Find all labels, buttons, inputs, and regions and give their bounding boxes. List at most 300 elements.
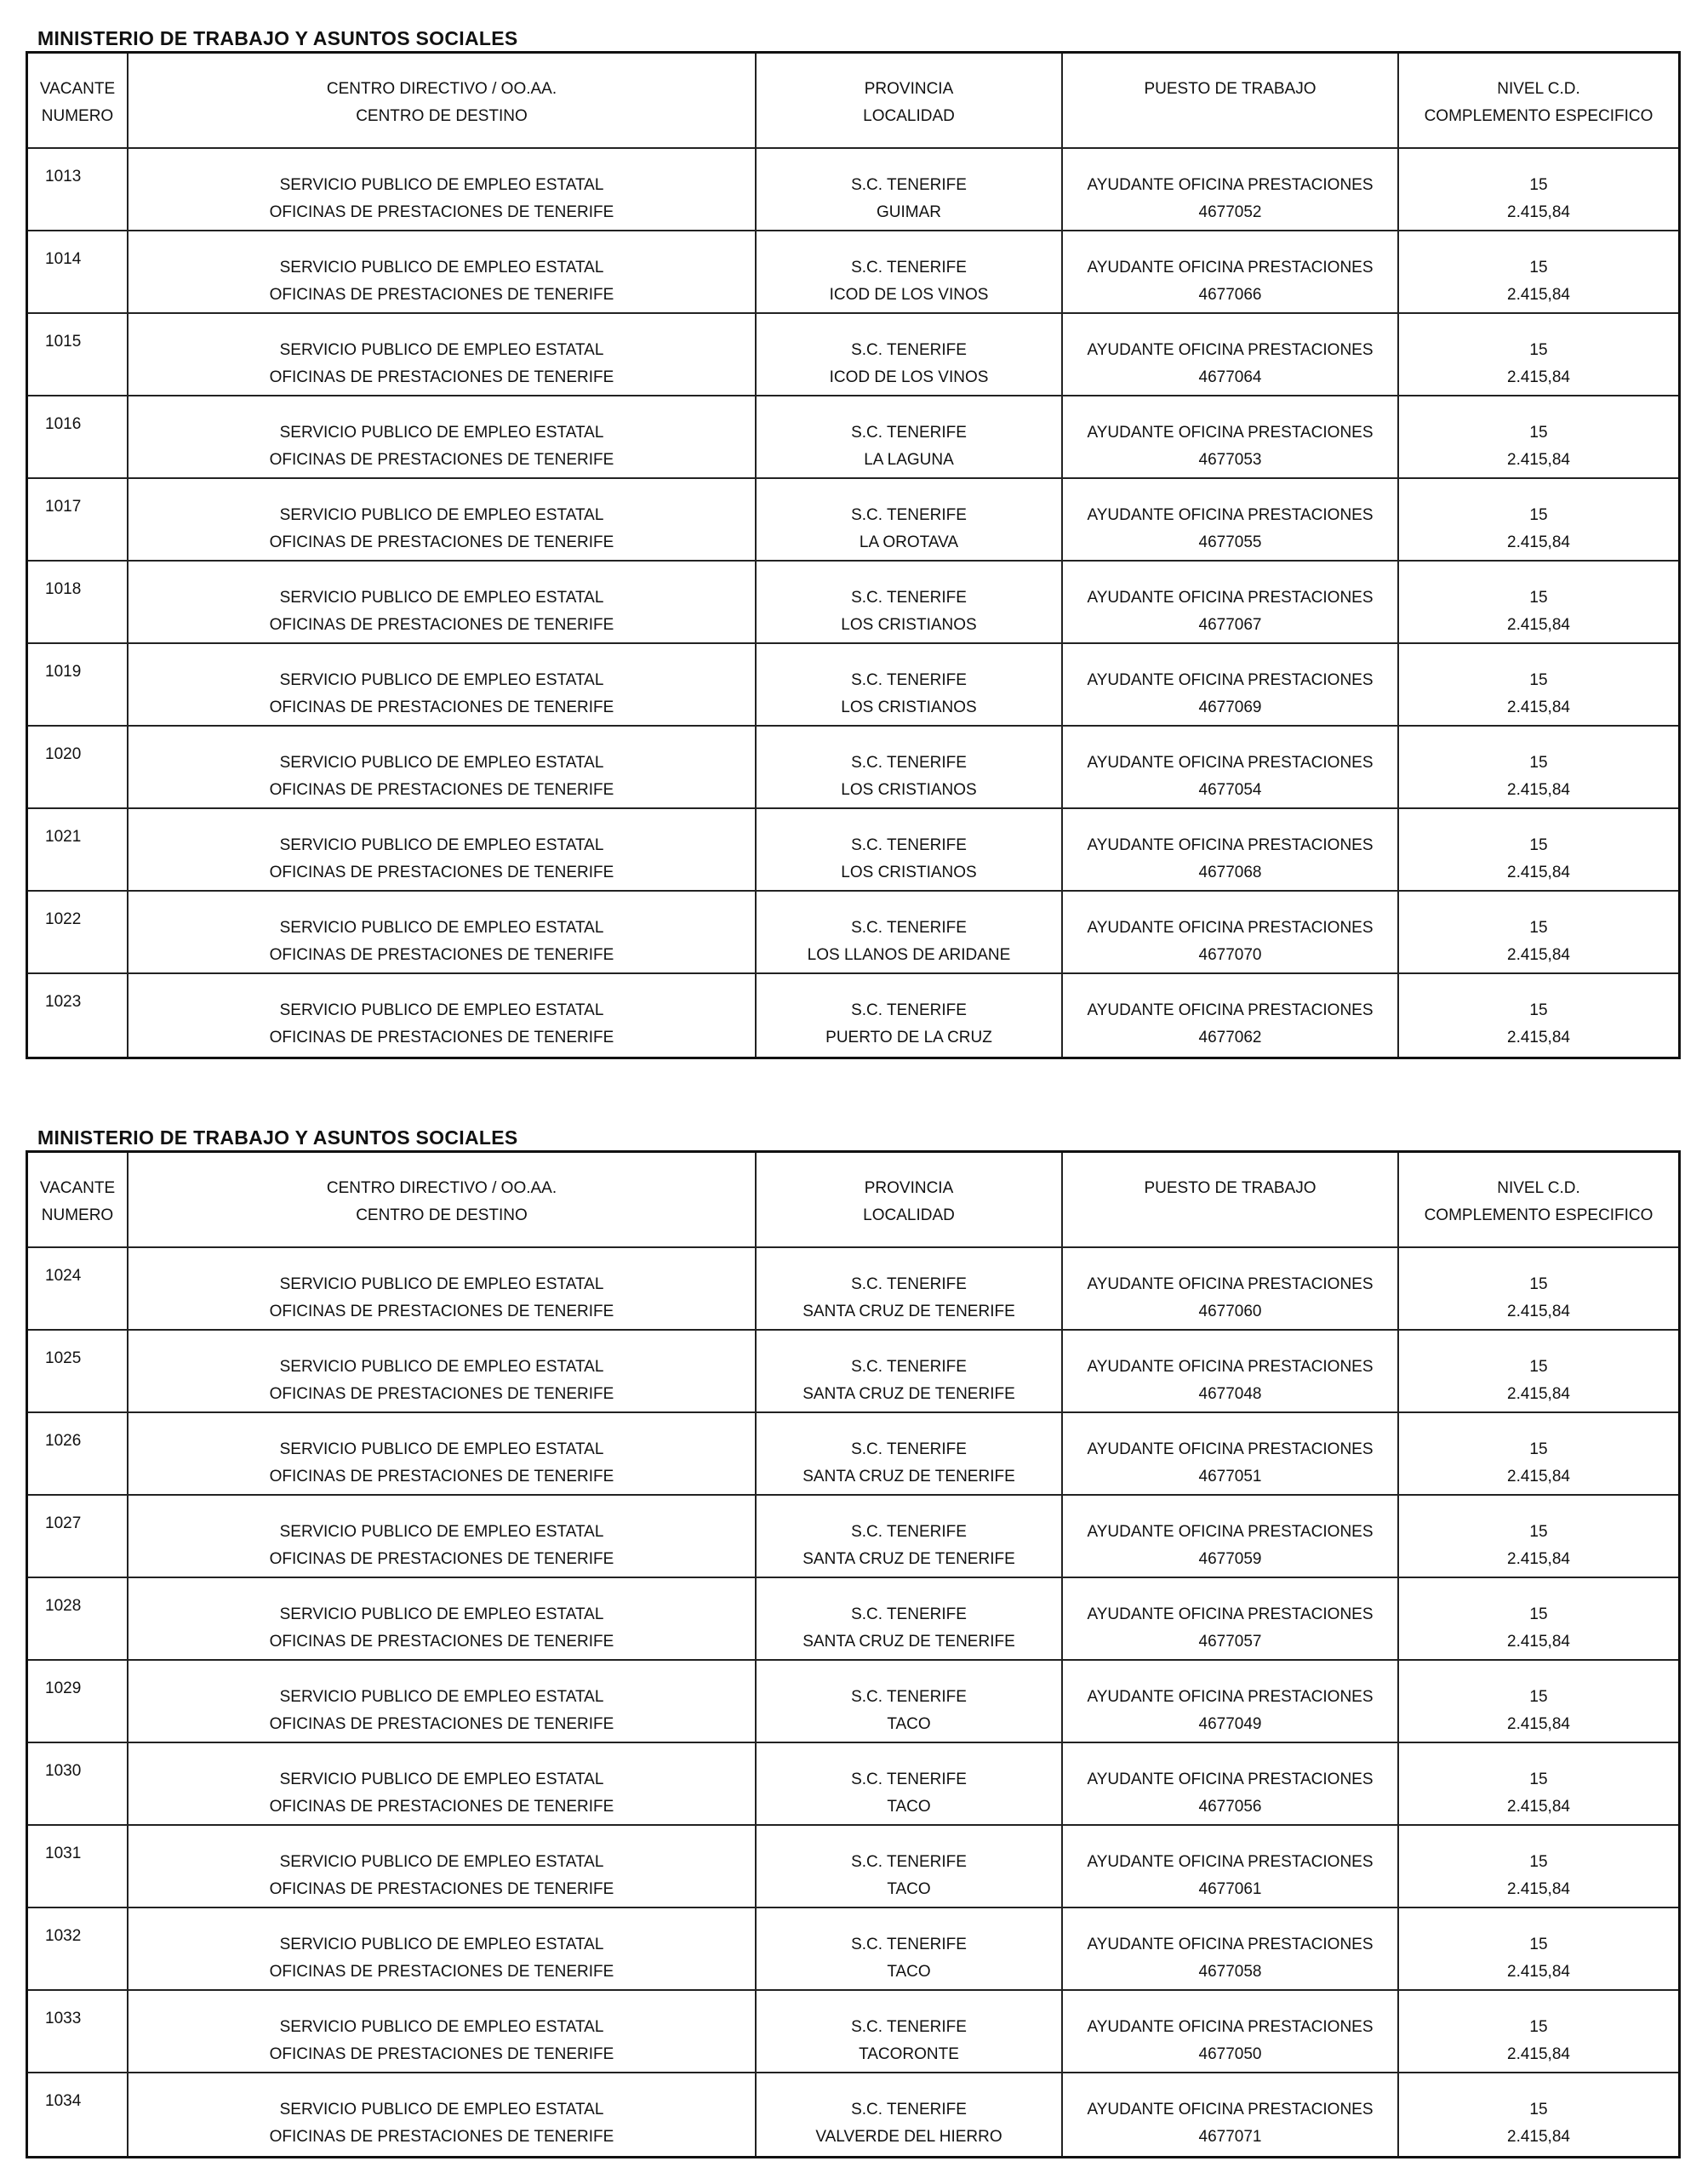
ministry-title: MINISTERIO DE TRABAJO Y ASUNTOS SOCIALES	[37, 27, 518, 49]
cell-puesto: AYUDANTE OFICINA PRESTACIONES	[1087, 2018, 1374, 2036]
cell-puesto-trabajo	[1063, 809, 1399, 890]
cell-puesto: AYUDANTE OFICINA PRESTACIONES	[1087, 1771, 1374, 1788]
cell-vacante-numero	[28, 1661, 129, 1742]
cell-centro1: SERVICIO PUBLICO DE EMPLEO ESTATAL	[279, 341, 604, 359]
cell-centro1: SERVICIO PUBLICO DE EMPLEO ESTATAL	[279, 1358, 604, 1376]
cell-complemento: 2.415,84	[1507, 864, 1570, 881]
table-header-row	[28, 1153, 1678, 1248]
header-col-nivel-complemento	[1399, 54, 1678, 147]
header-label: PROVINCIA	[864, 80, 954, 98]
cell-centro-destino	[129, 727, 757, 807]
cell-codigo: 4677068	[1198, 864, 1262, 881]
cell-puesto: AYUDANTE OFICINA PRESTACIONES	[1087, 1523, 1374, 1541]
cell-puesto-trabajo	[1063, 892, 1399, 972]
header-label: VACANTE	[39, 1179, 116, 1197]
cell-numero: 1024	[45, 1267, 82, 1285]
cell-centro-destino	[129, 809, 757, 890]
cell-localidad: SANTA CRUZ DE TENERIFE	[802, 1550, 1015, 1568]
header-label: CENTRO DIRECTIVO / OO.AA.	[326, 1179, 557, 1197]
cell-vacante-numero	[28, 231, 129, 312]
table-row	[28, 892, 1678, 974]
cell-provincia: S.C. TENERIFE	[851, 2101, 967, 2118]
cell-centro2: OFICINAS DE PRESTACIONES DE TENERIFE	[269, 2045, 614, 2063]
header-col-puesto-trabajo	[1063, 1153, 1399, 1246]
cell-localidad: SANTA CRUZ DE TENERIFE	[802, 1303, 1015, 1320]
cell-provincia-localidad	[757, 314, 1063, 395]
cell-puesto: AYUDANTE OFICINA PRESTACIONES	[1087, 1440, 1374, 1458]
cell-centro2: OFICINAS DE PRESTACIONES DE TENERIFE	[269, 699, 614, 716]
cell-puesto-trabajo	[1063, 562, 1399, 642]
cell-nivel: 15	[1529, 589, 1548, 607]
cell-centro2: OFICINAS DE PRESTACIONES DE TENERIFE	[269, 864, 614, 881]
cell-centro2: OFICINAS DE PRESTACIONES DE TENERIFE	[269, 533, 614, 551]
cell-nivel-complemento	[1399, 1908, 1678, 1989]
table-row	[28, 809, 1678, 892]
cell-numero: 1020	[45, 745, 82, 763]
cell-puesto-trabajo	[1063, 1991, 1399, 2072]
cell-provincia: S.C. TENERIFE	[851, 1001, 967, 1019]
table-row	[28, 974, 1678, 1057]
cell-centro2: OFICINAS DE PRESTACIONES DE TENERIFE	[269, 1468, 614, 1485]
cell-centro1: SERVICIO PUBLICO DE EMPLEO ESTATAL	[279, 506, 604, 524]
cell-vacante-numero	[28, 2073, 129, 2156]
cell-centro1: SERVICIO PUBLICO DE EMPLEO ESTATAL	[279, 1275, 604, 1293]
cell-provincia: S.C. TENERIFE	[851, 919, 967, 937]
cell-vacante-numero	[28, 1331, 129, 1411]
cell-localidad: VALVERDE DEL HIERRO	[815, 2128, 1002, 2146]
cell-puesto-trabajo	[1063, 1826, 1399, 1907]
cell-provincia-localidad	[757, 644, 1063, 725]
cell-nivel: 15	[1529, 1771, 1548, 1788]
cell-puesto-trabajo	[1063, 1413, 1399, 1494]
vacancy-table	[26, 1150, 1681, 2158]
cell-vacante-numero	[28, 479, 129, 560]
cell-nivel: 15	[1529, 2018, 1548, 2036]
cell-nivel-complemento	[1399, 314, 1678, 395]
cell-localidad: TACO	[887, 1963, 931, 1981]
cell-centro-destino	[129, 1496, 757, 1577]
cell-nivel: 15	[1529, 341, 1548, 359]
cell-complemento: 2.415,84	[1507, 781, 1570, 799]
cell-centro2: OFICINAS DE PRESTACIONES DE TENERIFE	[269, 286, 614, 304]
cell-centro2: OFICINAS DE PRESTACIONES DE TENERIFE	[269, 781, 614, 799]
table-row	[28, 2073, 1678, 2156]
table-row	[28, 396, 1678, 479]
cell-puesto: AYUDANTE OFICINA PRESTACIONES	[1087, 424, 1374, 442]
cell-complemento: 2.415,84	[1507, 203, 1570, 221]
cell-complemento: 2.415,84	[1507, 533, 1570, 551]
cell-centro-destino	[129, 1331, 757, 1411]
cell-centro2: OFICINAS DE PRESTACIONES DE TENERIFE	[269, 1029, 614, 1046]
cell-centro-destino	[129, 149, 757, 230]
cell-centro-destino	[129, 314, 757, 395]
cell-provincia-localidad	[757, 1413, 1063, 1494]
cell-localidad: TACO	[887, 1798, 931, 1816]
table-row	[28, 231, 1678, 314]
cell-nivel: 15	[1529, 2101, 1548, 2118]
cell-codigo: 4677062	[1198, 1029, 1262, 1046]
cell-complemento: 2.415,84	[1507, 1633, 1570, 1651]
cell-localidad: LA OROTAVA	[859, 533, 959, 551]
cell-numero: 1016	[45, 415, 82, 433]
cell-provincia: S.C. TENERIFE	[851, 671, 967, 689]
cell-nivel-complemento	[1399, 1496, 1678, 1577]
cell-puesto-trabajo	[1063, 479, 1399, 560]
cell-nivel-complemento	[1399, 809, 1678, 890]
cell-centro1: SERVICIO PUBLICO DE EMPLEO ESTATAL	[279, 589, 604, 607]
cell-numero: 1018	[45, 580, 82, 598]
ministry-title: MINISTERIO DE TRABAJO Y ASUNTOS SOCIALES	[37, 1126, 518, 1149]
cell-codigo: 4677070	[1198, 946, 1262, 964]
cell-provincia: S.C. TENERIFE	[851, 1936, 967, 1953]
table-row	[28, 644, 1678, 727]
cell-puesto-trabajo	[1063, 231, 1399, 312]
header-label: NUMERO	[41, 107, 114, 125]
cell-provincia-localidad	[757, 231, 1063, 312]
cell-numero: 1027	[45, 1514, 82, 1532]
cell-localidad: LOS CRISTIANOS	[841, 781, 977, 799]
cell-centro1: SERVICIO PUBLICO DE EMPLEO ESTATAL	[279, 424, 604, 442]
cell-puesto-trabajo	[1063, 1578, 1399, 1659]
cell-nivel: 15	[1529, 1523, 1548, 1541]
cell-centro1: SERVICIO PUBLICO DE EMPLEO ESTATAL	[279, 2018, 604, 2036]
cell-numero: 1029	[45, 1679, 82, 1697]
cell-vacante-numero	[28, 562, 129, 642]
cell-numero: 1031	[45, 1845, 82, 1862]
cell-centro-destino	[129, 1661, 757, 1742]
cell-provincia-localidad	[757, 809, 1063, 890]
header-label: VACANTE	[39, 80, 116, 98]
cell-centro1: SERVICIO PUBLICO DE EMPLEO ESTATAL	[279, 1936, 604, 1953]
cell-puesto: AYUDANTE OFICINA PRESTACIONES	[1087, 2101, 1374, 2118]
cell-puesto-trabajo	[1063, 974, 1399, 1057]
cell-localidad: LOS CRISTIANOS	[841, 864, 977, 881]
cell-nivel-complemento	[1399, 479, 1678, 560]
cell-codigo: 4677071	[1198, 2128, 1262, 2146]
cell-centro-destino	[129, 1413, 757, 1494]
cell-puesto-trabajo	[1063, 1248, 1399, 1329]
cell-nivel-complemento	[1399, 1826, 1678, 1907]
cell-localidad: ICOD DE LOS VINOS	[829, 286, 989, 304]
cell-puesto: AYUDANTE OFICINA PRESTACIONES	[1087, 1275, 1374, 1293]
header-label: PUESTO DE TRABAJO	[1144, 80, 1316, 98]
cell-nivel: 15	[1529, 919, 1548, 937]
table-row	[28, 1331, 1678, 1413]
cell-codigo: 4677052	[1198, 203, 1262, 221]
vacancy-table	[26, 51, 1681, 1059]
cell-centro2: OFICINAS DE PRESTACIONES DE TENERIFE	[269, 368, 614, 386]
cell-centro1: SERVICIO PUBLICO DE EMPLEO ESTATAL	[279, 1523, 604, 1541]
cell-centro1: SERVICIO PUBLICO DE EMPLEO ESTATAL	[279, 754, 604, 772]
cell-puesto: AYUDANTE OFICINA PRESTACIONES	[1087, 341, 1374, 359]
cell-localidad: TACO	[887, 1715, 931, 1733]
cell-centro-destino	[129, 1248, 757, 1329]
cell-numero: 1030	[45, 1762, 82, 1780]
table-row	[28, 314, 1678, 396]
cell-provincia-localidad	[757, 1248, 1063, 1329]
cell-vacante-numero	[28, 149, 129, 230]
cell-centro-destino	[129, 562, 757, 642]
cell-numero: 1028	[45, 1597, 82, 1615]
cell-codigo: 4677059	[1198, 1550, 1262, 1568]
cell-provincia: S.C. TENERIFE	[851, 1358, 967, 1376]
cell-localidad: SANTA CRUZ DE TENERIFE	[802, 1633, 1015, 1651]
cell-nivel-complemento	[1399, 892, 1678, 972]
cell-centro2: OFICINAS DE PRESTACIONES DE TENERIFE	[269, 1633, 614, 1651]
cell-centro1: SERVICIO PUBLICO DE EMPLEO ESTATAL	[279, 176, 604, 194]
cell-provincia-localidad	[757, 892, 1063, 972]
cell-puesto: AYUDANTE OFICINA PRESTACIONES	[1087, 259, 1374, 277]
cell-vacante-numero	[28, 809, 129, 890]
cell-provincia: S.C. TENERIFE	[851, 259, 967, 277]
cell-nivel-complemento	[1399, 231, 1678, 312]
cell-nivel-complemento	[1399, 644, 1678, 725]
cell-complemento: 2.415,84	[1507, 1468, 1570, 1485]
cell-vacante-numero	[28, 1248, 129, 1329]
cell-numero: 1032	[45, 1927, 82, 1945]
cell-provincia-localidad	[757, 727, 1063, 807]
cell-provincia: S.C. TENERIFE	[851, 754, 967, 772]
cell-numero: 1033	[45, 2010, 82, 2027]
header-label: CENTRO DE DESTINO	[356, 1206, 528, 1224]
cell-vacante-numero	[28, 974, 129, 1057]
header-label: CENTRO DE DESTINO	[356, 107, 528, 125]
cell-complemento: 2.415,84	[1507, 1029, 1570, 1046]
header-label: PUESTO DE TRABAJO	[1144, 1179, 1316, 1197]
cell-provincia-localidad	[757, 974, 1063, 1057]
table-row	[28, 1743, 1678, 1826]
cell-localidad: ICOD DE LOS VINOS	[829, 368, 989, 386]
cell-provincia: S.C. TENERIFE	[851, 1275, 967, 1293]
cell-complemento: 2.415,84	[1507, 2045, 1570, 2063]
cell-vacante-numero	[28, 727, 129, 807]
cell-provincia: S.C. TENERIFE	[851, 176, 967, 194]
cell-vacante-numero	[28, 892, 129, 972]
table-row	[28, 727, 1678, 809]
cell-puesto: AYUDANTE OFICINA PRESTACIONES	[1087, 1358, 1374, 1376]
cell-centro2: OFICINAS DE PRESTACIONES DE TENERIFE	[269, 2128, 614, 2146]
cell-complemento: 2.415,84	[1507, 616, 1570, 634]
cell-provincia-localidad	[757, 1826, 1063, 1907]
cell-complemento: 2.415,84	[1507, 1880, 1570, 1898]
cell-codigo: 4677055	[1198, 533, 1262, 551]
cell-provincia-localidad	[757, 1496, 1063, 1577]
header-label: LOCALIDAD	[863, 1206, 955, 1224]
cell-localidad: PUERTO DE LA CRUZ	[825, 1029, 992, 1046]
cell-centro2: OFICINAS DE PRESTACIONES DE TENERIFE	[269, 1963, 614, 1981]
cell-centro-destino	[129, 1991, 757, 2072]
cell-localidad: SANTA CRUZ DE TENERIFE	[802, 1468, 1015, 1485]
cell-vacante-numero	[28, 1826, 129, 1907]
cell-vacante-numero	[28, 1496, 129, 1577]
cell-centro1: SERVICIO PUBLICO DE EMPLEO ESTATAL	[279, 671, 604, 689]
table-row	[28, 1908, 1678, 1991]
cell-localidad: GUIMAR	[877, 203, 941, 221]
cell-vacante-numero	[28, 314, 129, 395]
cell-puesto-trabajo	[1063, 396, 1399, 477]
cell-provincia-localidad	[757, 1578, 1063, 1659]
cell-codigo: 4677054	[1198, 781, 1262, 799]
cell-provincia-localidad	[757, 2073, 1063, 2156]
cell-centro1: SERVICIO PUBLICO DE EMPLEO ESTATAL	[279, 1440, 604, 1458]
cell-complemento: 2.415,84	[1507, 1798, 1570, 1816]
cell-provincia-localidad	[757, 1743, 1063, 1824]
cell-codigo: 4677050	[1198, 2045, 1262, 2063]
header-col-vacante-numero	[28, 1153, 129, 1246]
cell-numero: 1019	[45, 663, 82, 681]
cell-centro2: OFICINAS DE PRESTACIONES DE TENERIFE	[269, 1798, 614, 1816]
cell-numero: 1013	[45, 168, 82, 185]
cell-numero: 1014	[45, 250, 82, 268]
header-col-provincia-localidad	[757, 54, 1063, 147]
cell-complemento: 2.415,84	[1507, 1550, 1570, 1568]
cell-nivel-complemento	[1399, 562, 1678, 642]
cell-numero: 1026	[45, 1432, 82, 1450]
cell-complemento: 2.415,84	[1507, 1963, 1570, 1981]
cell-nivel: 15	[1529, 1688, 1548, 1706]
cell-centro-destino	[129, 1743, 757, 1824]
cell-puesto-trabajo	[1063, 644, 1399, 725]
cell-complemento: 2.415,84	[1507, 1385, 1570, 1403]
table-header-row	[28, 54, 1678, 149]
cell-nivel-complemento	[1399, 1248, 1678, 1329]
cell-centro1: SERVICIO PUBLICO DE EMPLEO ESTATAL	[279, 2101, 604, 2118]
cell-centro1: SERVICIO PUBLICO DE EMPLEO ESTATAL	[279, 836, 604, 854]
cell-nivel: 15	[1529, 754, 1548, 772]
cell-codigo: 4677064	[1198, 368, 1262, 386]
cell-nivel-complemento	[1399, 1743, 1678, 1824]
vacancy-section	[26, 26, 1681, 1059]
cell-nivel: 15	[1529, 836, 1548, 854]
header-col-vacante-numero	[28, 54, 129, 147]
table-row	[28, 1248, 1678, 1331]
cell-centro2: OFICINAS DE PRESTACIONES DE TENERIFE	[269, 1715, 614, 1733]
table-row	[28, 1413, 1678, 1496]
cell-provincia: S.C. TENERIFE	[851, 1523, 967, 1541]
cell-centro-destino	[129, 2073, 757, 2156]
cell-centro-destino	[129, 479, 757, 560]
cell-complemento: 2.415,84	[1507, 286, 1570, 304]
cell-centro-destino	[129, 1908, 757, 1989]
cell-centro-destino	[129, 231, 757, 312]
cell-provincia-localidad	[757, 1908, 1063, 1989]
header-label: COMPLEMENTO ESPECIFICO	[1424, 1206, 1653, 1224]
cell-provincia-localidad	[757, 149, 1063, 230]
cell-codigo: 4677060	[1198, 1303, 1262, 1320]
cell-puesto: AYUDANTE OFICINA PRESTACIONES	[1087, 919, 1374, 937]
cell-vacante-numero	[28, 1908, 129, 1989]
cell-nivel-complemento	[1399, 1331, 1678, 1411]
cell-centro2: OFICINAS DE PRESTACIONES DE TENERIFE	[269, 1385, 614, 1403]
cell-provincia: S.C. TENERIFE	[851, 506, 967, 524]
header-label: NIVEL C.D.	[1497, 1179, 1580, 1197]
cell-numero: 1025	[45, 1349, 82, 1367]
cell-centro-destino	[129, 396, 757, 477]
cell-puesto-trabajo	[1063, 1661, 1399, 1742]
cell-nivel: 15	[1529, 1440, 1548, 1458]
cell-puesto-trabajo	[1063, 727, 1399, 807]
cell-numero: 1022	[45, 910, 82, 928]
cell-vacante-numero	[28, 1578, 129, 1659]
header-label: NUMERO	[41, 1206, 114, 1224]
cell-provincia: S.C. TENERIFE	[851, 341, 967, 359]
cell-provincia: S.C. TENERIFE	[851, 1771, 967, 1788]
cell-localidad: SANTA CRUZ DE TENERIFE	[802, 1385, 1015, 1403]
cell-centro2: OFICINAS DE PRESTACIONES DE TENERIFE	[269, 616, 614, 634]
cell-codigo: 4677049	[1198, 1715, 1262, 1733]
cell-codigo: 4677069	[1198, 699, 1262, 716]
cell-centro2: OFICINAS DE PRESTACIONES DE TENERIFE	[269, 203, 614, 221]
cell-nivel-complemento	[1399, 1661, 1678, 1742]
cell-nivel-complemento	[1399, 1991, 1678, 2072]
cell-centro-destino	[129, 644, 757, 725]
cell-puesto: AYUDANTE OFICINA PRESTACIONES	[1087, 1605, 1374, 1623]
cell-centro-destino	[129, 892, 757, 972]
cell-complemento: 2.415,84	[1507, 946, 1570, 964]
table-row	[28, 149, 1678, 231]
cell-centro1: SERVICIO PUBLICO DE EMPLEO ESTATAL	[279, 259, 604, 277]
header-col-puesto-trabajo	[1063, 54, 1399, 147]
cell-numero: 1034	[45, 2092, 82, 2110]
cell-nivel: 15	[1529, 671, 1548, 689]
cell-centro-destino	[129, 974, 757, 1057]
cell-puesto-trabajo	[1063, 314, 1399, 395]
cell-codigo: 4677051	[1198, 1468, 1262, 1485]
table-row	[28, 479, 1678, 562]
cell-localidad: LOS CRISTIANOS	[841, 699, 977, 716]
cell-nivel-complemento	[1399, 396, 1678, 477]
cell-numero: 1021	[45, 828, 82, 846]
cell-codigo: 4677057	[1198, 1633, 1262, 1651]
cell-nivel: 15	[1529, 1853, 1548, 1871]
cell-provincia-localidad	[757, 1661, 1063, 1742]
cell-provincia: S.C. TENERIFE	[851, 1605, 967, 1623]
cell-nivel: 15	[1529, 506, 1548, 524]
cell-centro-destino	[129, 1578, 757, 1659]
cell-codigo: 4677067	[1198, 616, 1262, 634]
cell-localidad: TACO	[887, 1880, 931, 1898]
cell-provincia-localidad	[757, 1331, 1063, 1411]
cell-centro1: SERVICIO PUBLICO DE EMPLEO ESTATAL	[279, 1853, 604, 1871]
table-row	[28, 1661, 1678, 1743]
cell-puesto: AYUDANTE OFICINA PRESTACIONES	[1087, 1688, 1374, 1706]
cell-nivel: 15	[1529, 1275, 1548, 1293]
header-col-centro-destino	[129, 1153, 757, 1246]
cell-puesto-trabajo	[1063, 1743, 1399, 1824]
cell-centro1: SERVICIO PUBLICO DE EMPLEO ESTATAL	[279, 1605, 604, 1623]
cell-nivel: 15	[1529, 1936, 1548, 1953]
cell-nivel: 15	[1529, 176, 1548, 194]
cell-puesto: AYUDANTE OFICINA PRESTACIONES	[1087, 754, 1374, 772]
cell-centro2: OFICINAS DE PRESTACIONES DE TENERIFE	[269, 1550, 614, 1568]
cell-provincia: S.C. TENERIFE	[851, 1853, 967, 1871]
cell-nivel: 15	[1529, 1358, 1548, 1376]
cell-provincia-localidad	[757, 479, 1063, 560]
table-row	[28, 1826, 1678, 1908]
cell-numero: 1023	[45, 993, 82, 1011]
cell-centro-destino	[129, 1826, 757, 1907]
cell-complemento: 2.415,84	[1507, 368, 1570, 386]
cell-provincia-localidad	[757, 396, 1063, 477]
cell-puesto-trabajo	[1063, 149, 1399, 230]
table-row	[28, 1496, 1678, 1578]
cell-codigo: 4677066	[1198, 286, 1262, 304]
table-row	[28, 1578, 1678, 1661]
cell-nivel: 15	[1529, 259, 1548, 277]
cell-numero: 1015	[45, 333, 82, 351]
cell-codigo: 4677061	[1198, 1880, 1262, 1898]
header-label: NIVEL C.D.	[1497, 80, 1580, 98]
